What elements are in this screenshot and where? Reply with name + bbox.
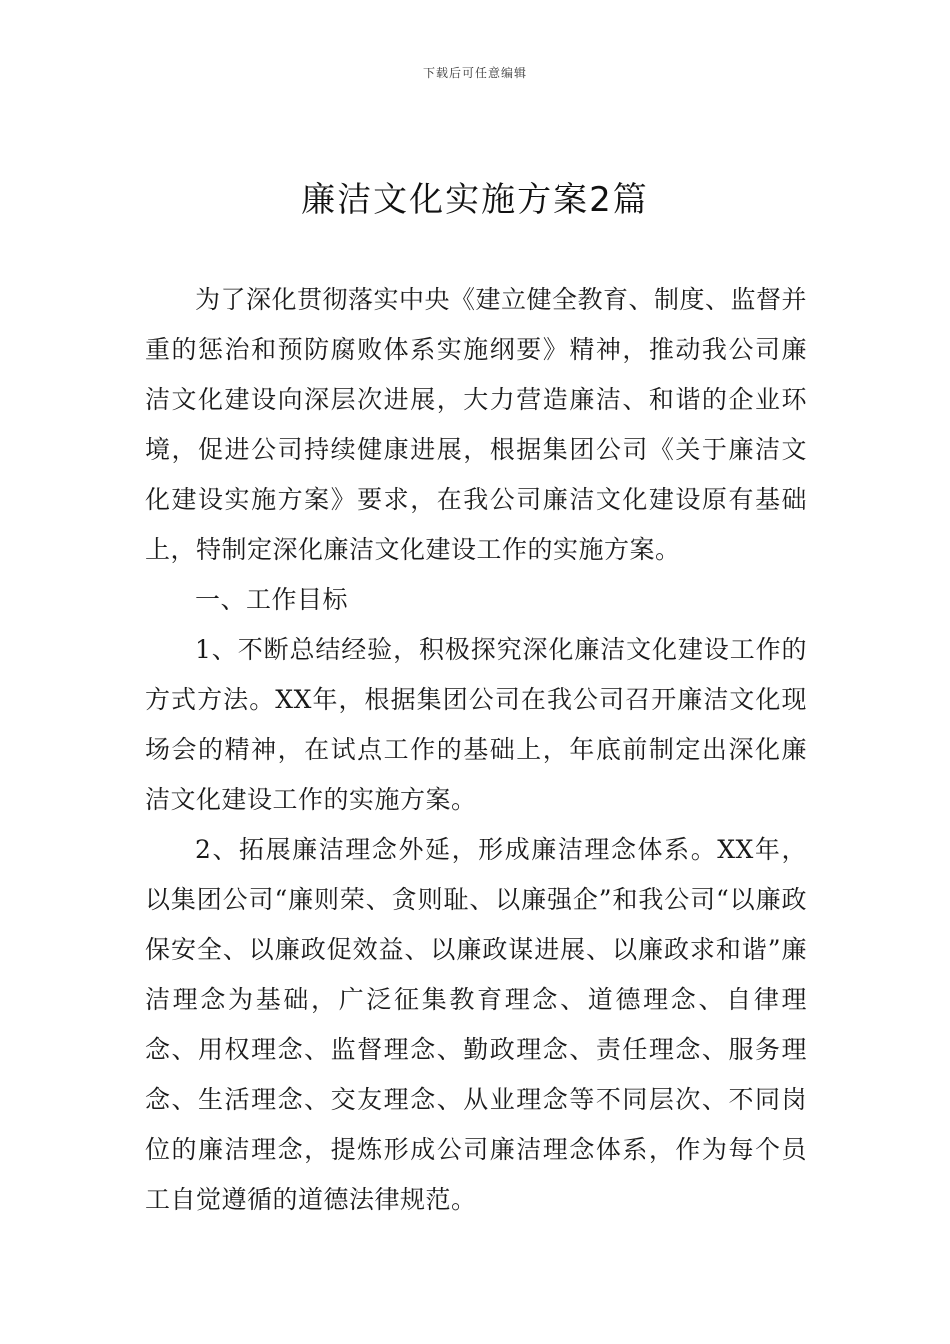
paragraph-intro: 为了深化贯彻落实中央《建立健全教育、制度、监督并重的惩治和预防腐败体系实施纲要》精神，推动我公司廉洁文化建设向深层次进展，大力营造廉洁、和谐的企业环境，促进公司持续健康进展，根据集团公司《关于廉洁文化建设实施方案》要求，在我公司廉洁文化建设原有基础上，特制定深化廉洁文化建设工作的实施方案。 — [145, 285, 808, 564]
document-title: 廉洁文化实施方案2篇 — [301, 180, 649, 220]
section-heading-goals: 一、工作目标 — [195, 585, 349, 614]
paragraph-item-2: 2、拓展廉洁理念外延，形成廉洁理念体系。XX年，以集团公司“廉则荣、贪则耻、以廉强企”和我公司“以廉政保安全、以廉政促效益、以廉政谋进展、以廉政求和谐”廉洁理念为基础，广泛征集教育理念、道德理念、自律理念、用权理念、监督理念、勤政理念、责任理念、服务理念、生活理念、交友理念、从业理念等不同层次、不同岗位的廉洁理念，提炼形成公司廉洁理念体系，作为每个员工自觉遵循的道德法律规范。 — [145, 835, 807, 1214]
document-body — [145, 275, 807, 1225]
paragraph-item-1: 1、不断总结经验，积极探究深化廉洁文化建设工作的方式方法。XX年，根据集团公司在我公司召开廉洁文化现场会的精神，在试点工作的基础上，年底前制定出深化廉洁文化建设工作的实施方案。 — [145, 635, 807, 814]
header-note: 下载后可任意编辑 — [422, 66, 527, 80]
